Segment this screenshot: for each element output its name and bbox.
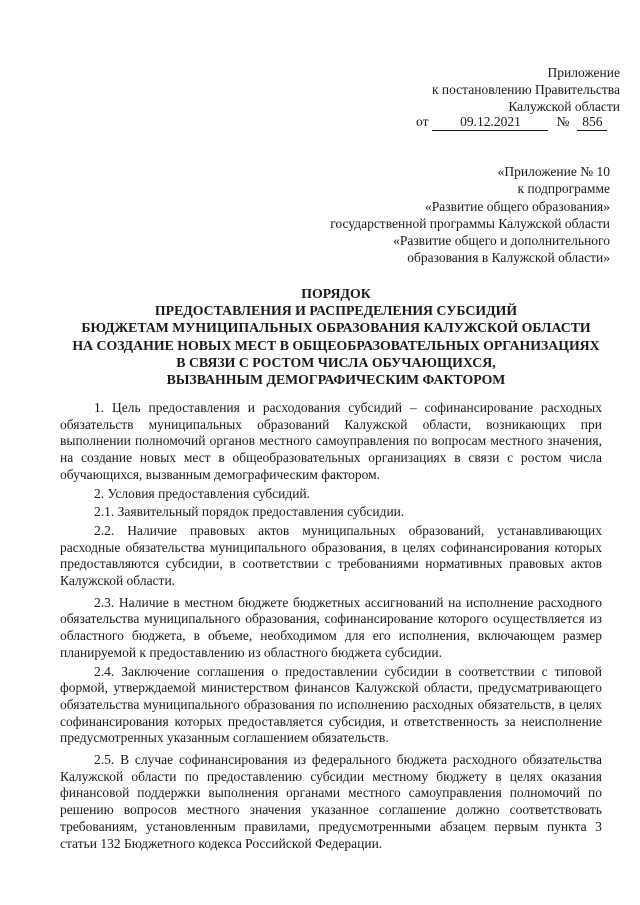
paragraph-2: 2. Условия предоставления субсидий. xyxy=(94,485,311,501)
document-body xyxy=(60,400,602,852)
title-line-6: ВЫЗВАННЫМ ДЕМОГРАФИЧЕСКИМ ФАКТОРОМ xyxy=(166,372,506,388)
number-label: № xyxy=(556,114,570,129)
paragraph-2-3: 2.3. Наличие в местном бюджете бюджетных ассигнований на исполнение расходного обязательства муниципального образования, софинансирование которого осуществляется из областного бюджета, в объеме, необходимом для его исполнения, включающем размер планируемой к предоставлению из областного бюджета субсидии. xyxy=(60,594,602,660)
paragraph-1: 1. Цель предоставления и расходования субсидий – софинансирование расходных обязательств муниципальных образований Калужской области, возникающих при выполнении полномочий органов местного самоуправления по вопросам местного значения, на создание новых мест в общеобразовательных организациях в связи с ростом числа обучающихся, вызванным демографическим фактором. xyxy=(60,400,602,482)
appendix-header xyxy=(400,64,620,115)
paragraph-2-4: 2.4. Заключение соглашения о предоставлении субсидии в соответствии с типовой формой, утверждаемой министерством финансов Калужской области, предусматривающего обязательства муниципального образования по исполнению расходных обязательств, в целях софинансирования которых предоставляется субсидия, и ответственность за неисполнение предусмотренных указанным соглашением обязательств. xyxy=(60,663,602,746)
paragraph-2-5: 2.5. В случае софинансирования из федерального бюджета расходного обязательства Калужской области по предоставлению субсидии местному бюджету в целях оказания финансовой поддержки выполнения органами местного самоуправления полномочий по решению вопросов местного значения указанное соглашение должно соответствовать требованиям, установленным правилами, предусмотренными абзацем первым пункта 3 статьи 132 Бюджетного кодекса Российской Федерации. xyxy=(60,752,602,851)
appendix-decree-ref: к постановлению Правительства xyxy=(431,82,620,97)
subprogram-appendix-block xyxy=(250,163,610,267)
quote-line-5: «Развитие общего и дополнительного xyxy=(393,233,610,249)
decree-date: 09.12.2021 xyxy=(432,113,548,131)
title-line-1: ПОРЯДОК xyxy=(301,286,371,301)
title-line-5: В СВЯЗИ С РОСТОМ ЧИСЛА ОБУЧАЮЩИХСЯ, xyxy=(176,354,496,370)
decree-number: 856 xyxy=(577,113,607,131)
quote-line-6: образования в Калужской области» xyxy=(407,250,610,266)
quote-line-3: «Развитие общего образования» xyxy=(425,198,610,214)
title-line-3: БЮДЖЕТАМ МУНИЦИПАЛЬНЫХ ОБРАЗОВАНИЯ КАЛУЖСКОЙ ОБЛАСТИ xyxy=(81,320,591,336)
appendix-title: Приложение xyxy=(547,65,620,80)
title-line-2: ПРЕДОСТАВЛЕНИЯ И РАСПРЕДЕЛЕНИЯ СУБСИДИЙ xyxy=(154,303,518,319)
paragraph-2-2: 2.2. Наличие правовых актов муниципальных образований, устанавливающих расходные обязательства муниципального образования, в целях софинансирования которых предоставляются субсидии, в соответствии с требованиями нормативных правовых актов Калужской области. xyxy=(60,522,602,589)
from-label: от xyxy=(416,114,429,129)
document-title xyxy=(60,285,612,388)
appendix-region: Калужской области xyxy=(508,99,620,114)
quote-line-4: государственной программы Калужской области xyxy=(330,215,610,231)
title-line-4: НА СОЗДАНИЕ НОВЫХ МЕСТ В ОБЩЕОБРАЗОВАТЕЛЬНЫХ ОРГАНИЗАЦИЯХ xyxy=(72,337,600,353)
quote-line-1: «Приложение № 10 xyxy=(497,164,610,179)
decree-date-number xyxy=(416,113,607,131)
paragraph-2-1: 2.1. Заявительный порядок предоставления субсидии. xyxy=(94,504,405,520)
quote-line-2: к подпрограмме xyxy=(517,181,610,197)
